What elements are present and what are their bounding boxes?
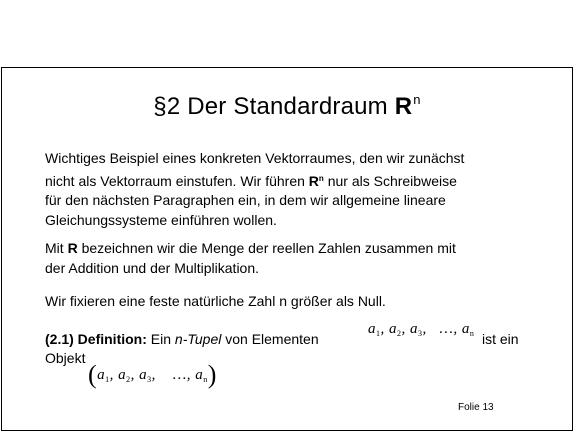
var-a: a <box>139 367 148 383</box>
text-span: Mit <box>45 240 68 256</box>
slide-frame <box>1 67 573 431</box>
index: n <box>469 329 475 338</box>
paragraph-line: der Addition und der Multiplikation. <box>45 259 260 276</box>
var-a: a <box>410 321 418 337</box>
elements-formula: $a_1$, $a_2$, $a_3$, …, $a_n$ <box>368 321 475 338</box>
slide-title <box>2 92 572 121</box>
var-a: a <box>118 367 127 383</box>
paragraph-line <box>45 169 545 192</box>
index: 1 <box>376 329 381 338</box>
definition-line-2: Objekt <box>45 350 86 366</box>
var-a: a <box>389 321 397 337</box>
tuple-formula: ($a_1$, $a_2$, $a_3$, …, $a_n$) <box>88 360 217 389</box>
var-a: a <box>195 367 204 383</box>
index: 2 <box>397 329 402 338</box>
text-span: nur als Schreibweise <box>323 172 457 189</box>
index: 3 <box>147 375 152 384</box>
definition-line <box>45 331 319 347</box>
ellipsis: …, <box>439 321 458 337</box>
symbol-r: R <box>308 172 319 189</box>
exponent: n <box>318 173 324 183</box>
text-span: bezeichnen wir die Menge der reellen Zahlen zusammen mit <box>77 240 456 256</box>
title-text: §2 Der Standardraum <box>153 93 388 120</box>
paragraph-reals <box>45 239 545 278</box>
paragraph-fix-n <box>45 292 545 312</box>
index: 3 <box>418 329 423 338</box>
paren: ) <box>207 360 217 389</box>
paragraph-line: Gleichungssysteme einführen wollen. <box>45 211 277 228</box>
definition-term: n-Tupel <box>174 331 222 347</box>
text-span: nicht als Vektorraum einstufen. Wir führen <box>45 172 309 189</box>
ellipsis: …, <box>172 367 192 383</box>
paren: ( <box>88 360 98 389</box>
index: 2 <box>126 375 131 384</box>
title-exponent: n <box>413 92 421 107</box>
paragraph-intro <box>45 149 545 230</box>
paragraph-line <box>45 239 545 259</box>
text-span: Ein <box>146 331 175 347</box>
text-span: von Elementen <box>221 331 319 347</box>
variable-n: n <box>279 293 288 309</box>
var-a: a <box>97 367 106 383</box>
index: n <box>203 375 208 384</box>
definition-label: (2.1) Definition: <box>45 331 147 347</box>
var-a: a <box>368 321 376 337</box>
symbol-r: R <box>67 240 78 256</box>
paragraph-line: Wichtiges Beispiel eines konkreten Vektorraumes, den wir zunächst <box>45 150 465 166</box>
slide-number: Folie 13 <box>458 402 494 413</box>
title-symbol-r: R <box>394 93 413 120</box>
index: 1 <box>105 375 110 384</box>
definition-continuation: ist ein <box>482 331 519 347</box>
text-span: Wir fixieren eine feste natürliche Zahl <box>45 293 280 309</box>
var-a: a <box>461 321 470 337</box>
paragraph-line: für den nächsten Paragraphen ein, in dem wir allgemeine lineare <box>45 192 446 208</box>
text-span: größer als Null. <box>287 293 386 309</box>
